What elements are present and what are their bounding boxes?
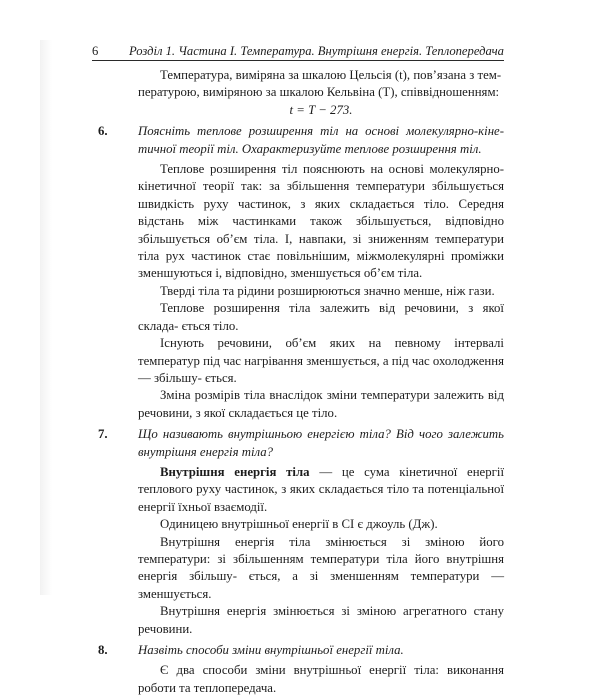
paragraph-size-change: Зміна розмірів тіла внаслідок зміни температури залежить від речовини, з якої складається це тіло. [138,388,504,420]
question-8-text: Назвіть способи зміни внутрішньої енергії тіла. [138,643,404,657]
question-7-number: 7. [98,427,108,442]
question-8 [98,642,504,659]
question-6 [98,123,504,158]
intro-line-2: пературою, виміряною за шкалою Кельвіна (T), співвідношенням: [138,85,500,100]
paragraph-thermal-expansion: Теплове розширення тіл пояснюють на основі молекулярно-кінетичної теорії так: за збільшення температури збільшується швидкість руху частинок, з яких складається тіло. Середня відстань між частинками також збільшується, відповідно збільшується об’єм тіла. І, навпаки, зі зниженням температури тіла рух частинок стає повільнішим, міжмолекулярні проміжки зменшуються і, відповідно, зменшується об’єм тіла. [138,162,504,281]
paragraph-depends-on-substance: Теплове розширення тіла залежить від речовини, з якої склада- ється тіло. [138,301,504,333]
formula: t = T − 273. [289,102,353,117]
paragraph-si-unit: Одиницею внутрішньої енергії в СІ є джоуль (Дж). [160,517,438,532]
question-7 [98,426,504,461]
definition-text: — це сума кінетичної енергії теплового руху частинок, з яких складається тіло та потенціальної енергії їхньої взаємодії. [138,464,504,514]
header-rule [92,60,504,61]
chapter-title: Розділ 1. Частина I. Температура. Внутрішня енергія. Теплопередача [129,44,504,58]
paragraph-temperature-dependence: Внутрішня енергія тіла змінюється зі зміною його температури: зі збільшенням температури тіла його внутрішня енергія збільшу- ється, а зі зменшенням температури — зменшується. [138,534,504,601]
term-internal-energy: Внутрішня енергія тіла [160,464,310,479]
page-number: 6 [92,44,99,58]
page-edge-shadow [40,40,52,595]
paragraph-ways-to-change: Є два способи зміни внутрішньої енергії тіла: виконання роботи та теплопередача. [138,663,504,695]
paragraph-internal-energy-definition [138,464,504,516]
page-body [98,67,504,697]
question-8-number: 8. [98,643,108,657]
intro-line-1: Температура, виміряна за шкалою Цельсія (t), пов’язана з тем- [160,68,502,82]
question-6-text: Поясніть теплове розширення тіл на основі молекулярно-кіне- тичної теорії тіл. Охарактеризуйте теплове розширення тіл. [138,124,504,156]
question-6-number: 6. [98,124,108,139]
paragraph-anomalous-substances: Існують речовини, об’єм яких на певному інтервалі температур під час нагрівання зменшується, а під час охолодження — збільшу- ється. [138,336,504,385]
paragraph-state-change: Внутрішня енергія змінюється зі зміною агрегатного стану речовини. [138,604,504,636]
question-7-text: Що називають внутрішньою енергією тіла? Від чого залежить внутрішня енергія тіла? [138,427,504,459]
paragraph-solids-liquids: Тверді тіла та рідини розширюються значно менше, ніж гази. [160,283,495,298]
